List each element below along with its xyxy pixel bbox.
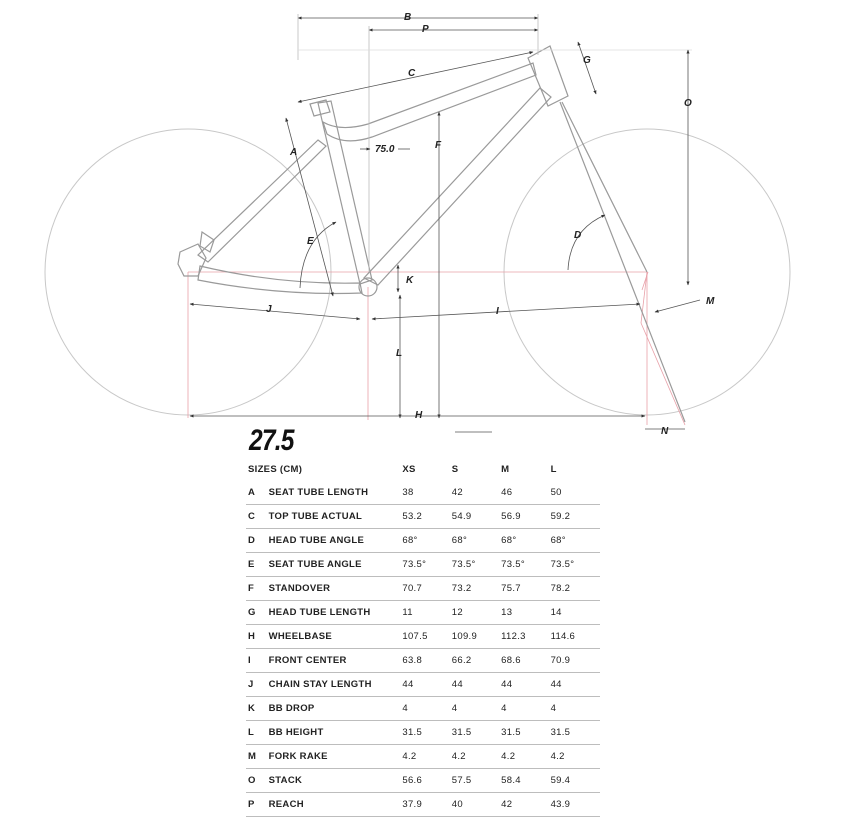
table-row (246, 793, 600, 817)
value-m: 4 (501, 697, 550, 721)
value-s: 54.9 (452, 505, 501, 529)
row-name: SEAT TUBE LENGTH (269, 481, 403, 505)
row-key: A (246, 481, 269, 505)
label-m: M (706, 296, 715, 307)
sizes-header: SIZES (CM) (248, 464, 303, 475)
geometry-table (246, 458, 600, 817)
label-c: C (408, 68, 416, 79)
value-xs: 11 (402, 601, 451, 625)
value-m: 68° (501, 529, 550, 553)
table-row (246, 505, 600, 529)
table-row (246, 721, 600, 745)
value-xs: 37.9 (402, 793, 451, 817)
row-key: G (246, 601, 269, 625)
guide-lines (188, 272, 685, 425)
table-row (246, 745, 600, 769)
value-s: 31.5 (452, 721, 501, 745)
value-m: 44 (501, 673, 550, 697)
row-name: HEAD TUBE LENGTH (269, 601, 403, 625)
value-s: 73.2 (452, 577, 501, 601)
value-l: 4.2 (551, 745, 600, 769)
value-xs: 63.8 (402, 649, 451, 673)
value-s: 42 (452, 481, 501, 505)
row-key: J (246, 673, 269, 697)
value-xs: 107.5 (402, 625, 451, 649)
table-row (246, 673, 600, 697)
table-row (246, 481, 600, 505)
row-name: BB HEIGHT (269, 721, 403, 745)
value-m: 75.7 (501, 577, 550, 601)
label-h: H (415, 410, 423, 421)
value-m: 73.5° (501, 553, 550, 577)
label-b: B (404, 12, 412, 23)
geometry-table-body (246, 481, 600, 817)
table-row (246, 577, 600, 601)
dimension-labels (266, 12, 715, 437)
value-s: 68° (452, 529, 501, 553)
dimension-lines (190, 14, 700, 432)
value-xs: 56.6 (402, 769, 451, 793)
value-xs: 70.7 (402, 577, 451, 601)
value-m: 112.3 (501, 625, 550, 649)
table-row (246, 601, 600, 625)
value-l: 50 (551, 481, 600, 505)
value-m: 42 (501, 793, 550, 817)
row-key: O (246, 769, 269, 793)
label-l: L (396, 348, 403, 359)
value-s: 4 (452, 697, 501, 721)
value-m: 4.2 (501, 745, 550, 769)
value-xs: 68° (402, 529, 451, 553)
label-p: P (422, 24, 429, 35)
size-s-header: S (451, 464, 459, 475)
value-l: 70.9 (551, 649, 600, 673)
value-xs: 31.5 (402, 721, 451, 745)
row-key: H (246, 625, 269, 649)
label-o: O (684, 98, 692, 109)
table-row (246, 625, 600, 649)
value-xs: 4.2 (402, 745, 451, 769)
row-name: FORK RAKE (269, 745, 403, 769)
label-k: K (406, 275, 414, 286)
label-j: J (266, 304, 272, 315)
value-l: 59.4 (551, 769, 600, 793)
row-key: F (246, 577, 269, 601)
value-m: 13 (501, 601, 550, 625)
row-name: BB DROP (269, 697, 403, 721)
size-xs-header: XS (402, 464, 416, 475)
value-m: 46 (501, 481, 550, 505)
table-row (246, 769, 600, 793)
value-s: 57.5 (452, 769, 501, 793)
value-s: 44 (452, 673, 501, 697)
label-n: N (661, 426, 669, 437)
value-xs: 4 (402, 697, 451, 721)
value-l: 68° (551, 529, 600, 553)
size-l-header: L (550, 464, 557, 475)
row-name: STANDOVER (269, 577, 403, 601)
value-m: 68.6 (501, 649, 550, 673)
value-l: 43.9 (551, 793, 600, 817)
row-name: SEAT TUBE ANGLE (269, 553, 403, 577)
label-f: F (435, 140, 442, 151)
row-key: P (246, 793, 269, 817)
angle-value: 75.0 (375, 144, 395, 155)
value-m: 56.9 (501, 505, 550, 529)
table-row (246, 697, 600, 721)
value-l: 44 (551, 673, 600, 697)
row-key: D (246, 529, 269, 553)
size-m-header: M (501, 464, 510, 475)
label-e: E (307, 236, 314, 247)
value-xs: 53.2 (402, 505, 451, 529)
row-key: M (246, 745, 269, 769)
value-m: 31.5 (501, 721, 550, 745)
row-name: TOP TUBE ACTUAL (269, 505, 403, 529)
table-row (246, 553, 600, 577)
row-key: K (246, 697, 269, 721)
row-key: C (246, 505, 269, 529)
table-row (246, 529, 600, 553)
table-row (246, 649, 600, 673)
label-d: D (574, 230, 582, 241)
value-l: 114.6 (551, 625, 600, 649)
value-l: 73.5° (551, 553, 600, 577)
row-name: HEAD TUBE ANGLE (269, 529, 403, 553)
table-header-row (246, 458, 600, 481)
label-g: G (583, 55, 591, 66)
value-s: 4.2 (452, 745, 501, 769)
value-s: 12 (452, 601, 501, 625)
row-name: STACK (269, 769, 403, 793)
row-key: L (246, 721, 269, 745)
value-s: 73.5° (452, 553, 501, 577)
row-name: WHEELBASE (269, 625, 403, 649)
value-l: 59.2 (551, 505, 600, 529)
value-xs: 44 (402, 673, 451, 697)
row-key: I (246, 649, 269, 673)
value-xs: 38 (402, 481, 451, 505)
row-name: FRONT CENTER (269, 649, 403, 673)
label-a: A (290, 147, 298, 158)
value-l: 31.5 (551, 721, 600, 745)
value-l: 4 (551, 697, 600, 721)
value-s: 66.2 (452, 649, 501, 673)
row-name: REACH (269, 793, 403, 817)
row-name: CHAIN STAY LENGTH (269, 673, 403, 697)
row-key: E (246, 553, 269, 577)
bike-frame (178, 46, 685, 422)
value-l: 14 (551, 601, 600, 625)
value-s: 109.9 (452, 625, 501, 649)
value-xs: 73.5° (402, 553, 451, 577)
label-i: I (496, 306, 499, 317)
wheel-size-title: 27.5 (249, 424, 294, 457)
value-l: 78.2 (551, 577, 600, 601)
value-m: 58.4 (501, 769, 550, 793)
value-s: 40 (452, 793, 501, 817)
